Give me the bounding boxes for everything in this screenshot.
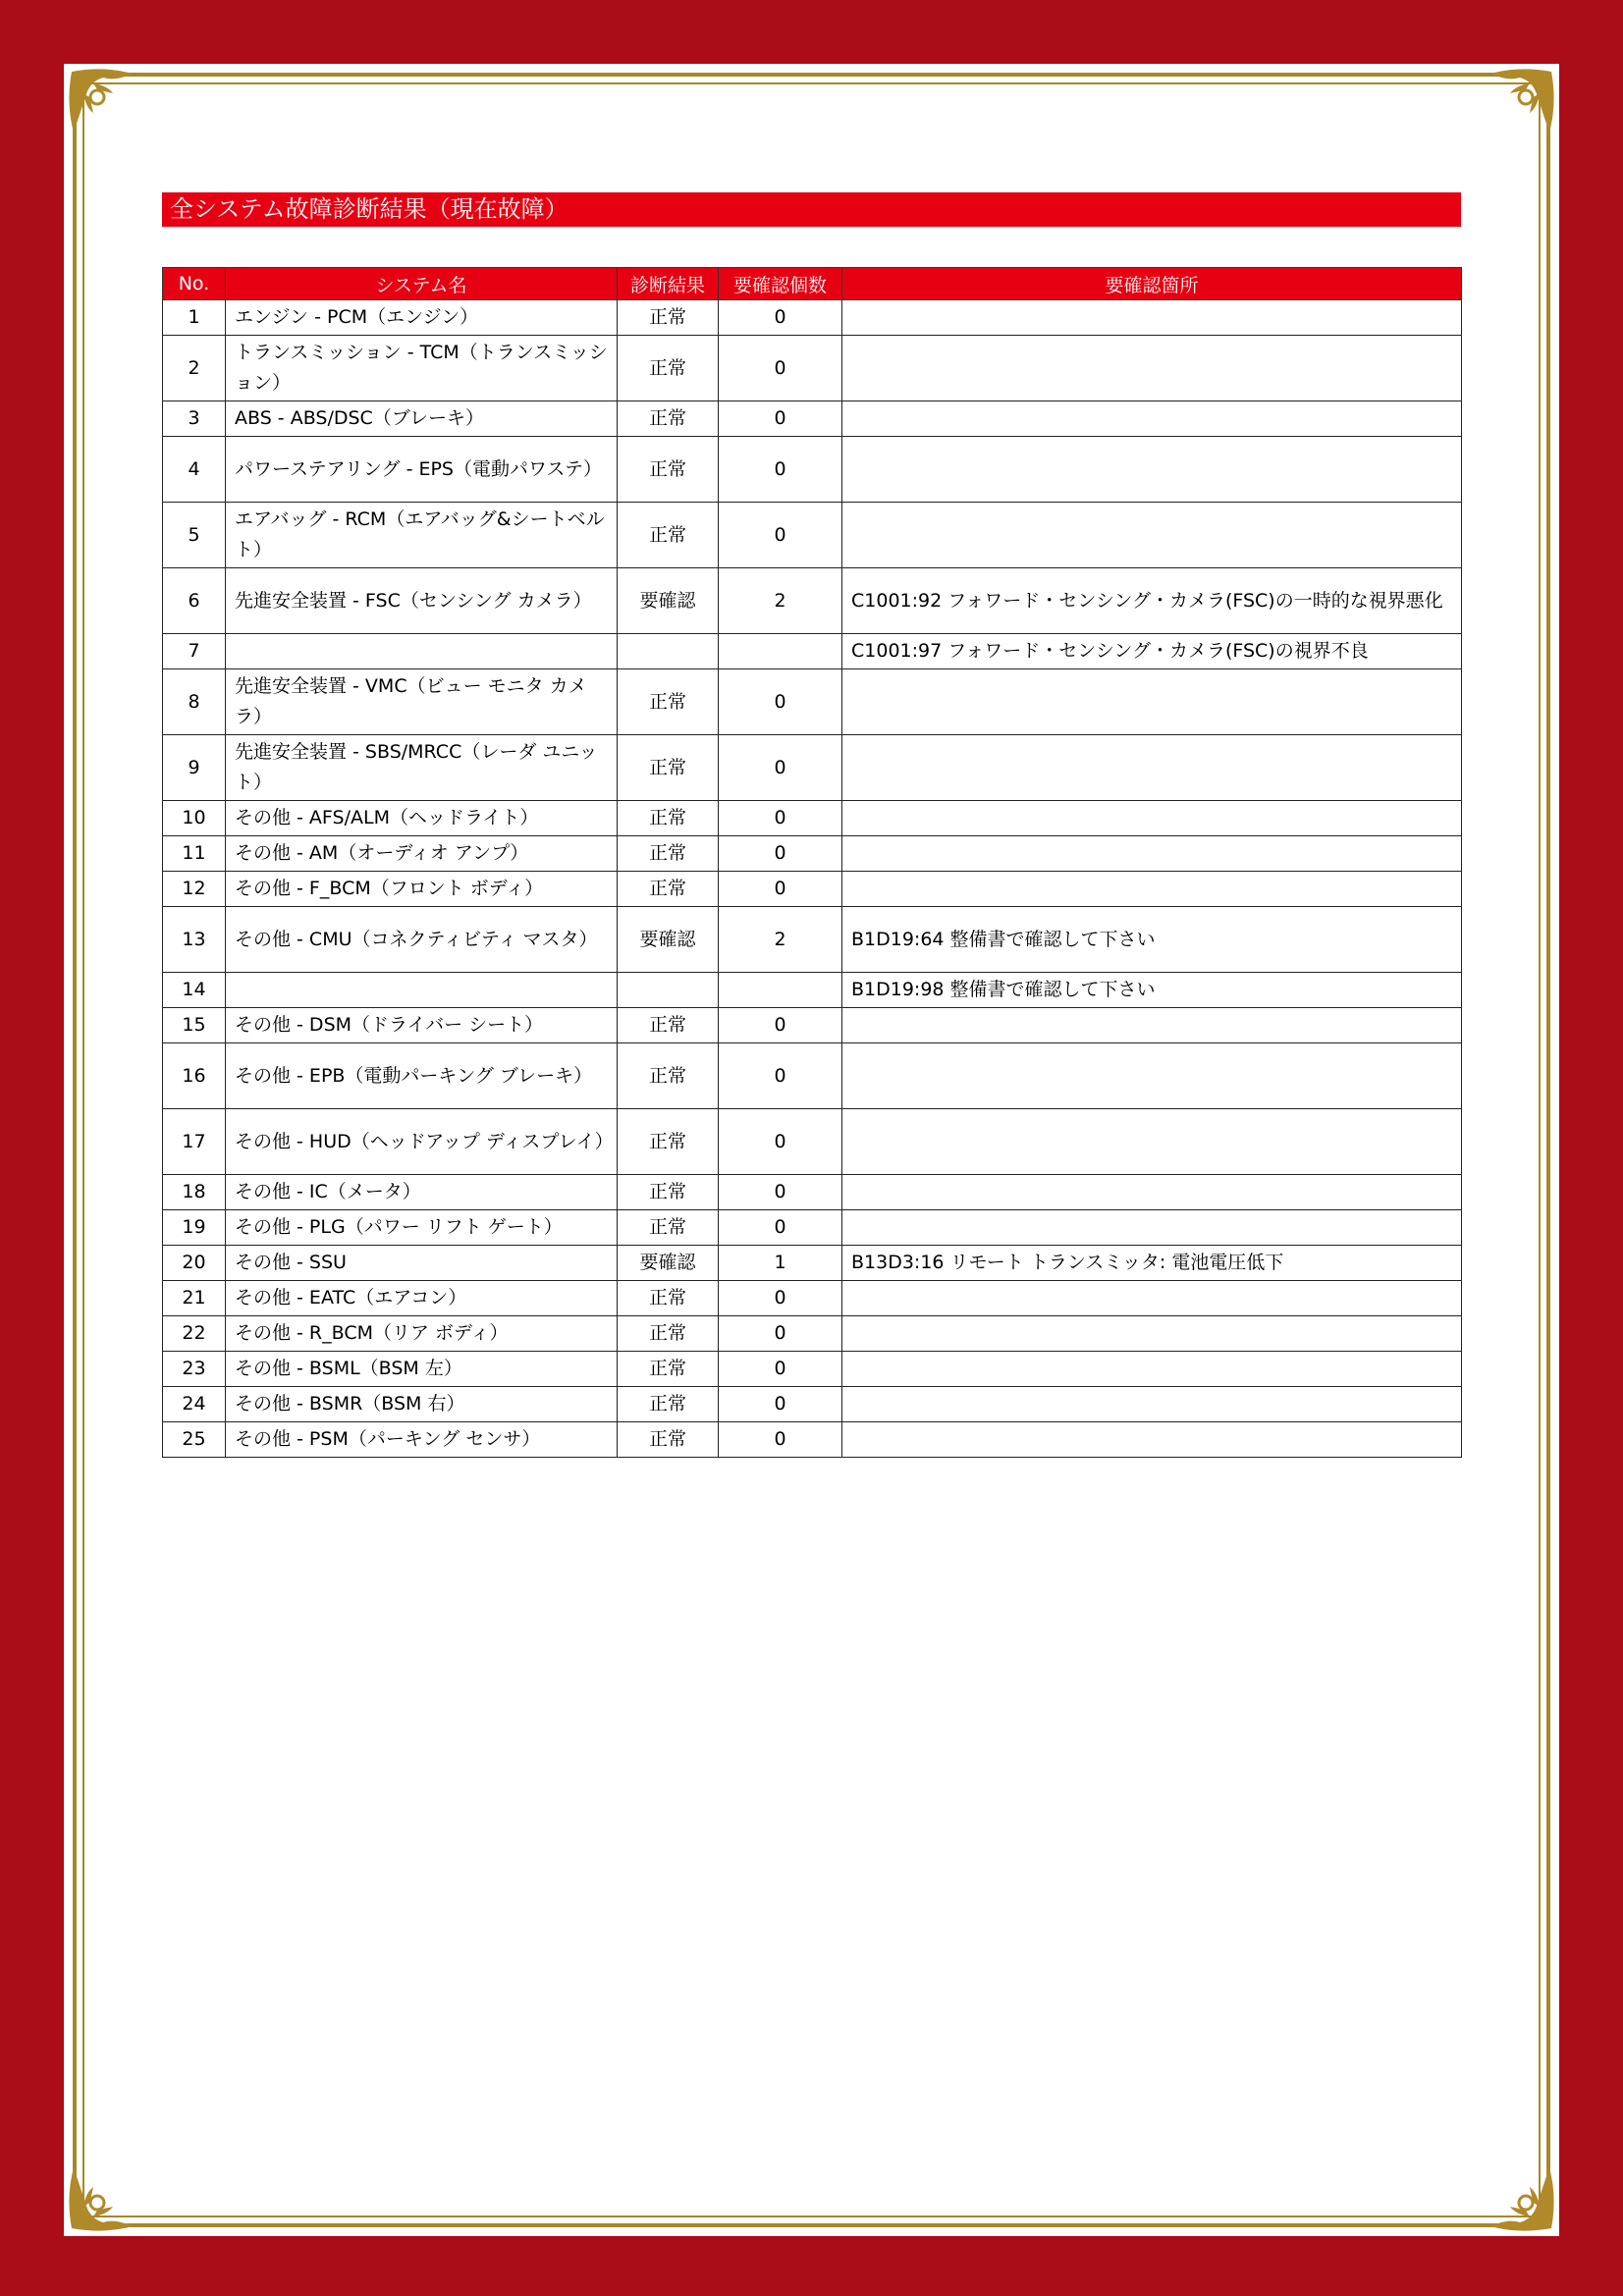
row-no: 8 (163, 669, 226, 735)
row-system: 先進安全装置 - SBS/MRCC（レーダ ユニット） (226, 735, 618, 801)
row-no: 9 (163, 735, 226, 801)
row-count: 0 (719, 437, 842, 503)
row-system: その他 - PLG（パワー リフト ゲート） (226, 1210, 618, 1246)
row-system: その他 - CMU（コネクティビティ マスタ） (226, 907, 618, 973)
row-system (226, 634, 618, 669)
header-count: 要確認個数 (719, 268, 842, 300)
row-result: 要確認 (618, 1246, 719, 1281)
row-count: 0 (719, 1387, 842, 1422)
row-detail (842, 1352, 1462, 1387)
diagnosis-table (162, 267, 1462, 1458)
row-no: 12 (163, 872, 226, 907)
row-result: 要確認 (618, 907, 719, 973)
table-row (163, 300, 1462, 336)
row-no: 25 (163, 1422, 226, 1458)
table-row (163, 1352, 1462, 1387)
row-no: 4 (163, 437, 226, 503)
row-result: 正常 (618, 1210, 719, 1246)
row-count: 0 (719, 1109, 842, 1175)
row-result (618, 634, 719, 669)
row-detail: C1001:97 フォワード・センシング・カメラ(FSC)の視界不良 (842, 634, 1462, 669)
row-system: その他 - PSM（パーキング センサ） (226, 1422, 618, 1458)
table-row (163, 973, 1462, 1008)
row-system: その他 - F_BCM（フロント ボディ） (226, 872, 618, 907)
row-result: 正常 (618, 1422, 719, 1458)
row-result: 正常 (618, 437, 719, 503)
row-no: 15 (163, 1008, 226, 1043)
row-result: 正常 (618, 836, 719, 872)
header-no: No. (163, 268, 226, 300)
row-system: その他 - HUD（ヘッドアップ ディスプレイ） (226, 1109, 618, 1175)
row-no: 11 (163, 836, 226, 872)
table-row (163, 1316, 1462, 1352)
row-detail (842, 437, 1462, 503)
row-no: 18 (163, 1175, 226, 1210)
row-result: 正常 (618, 1387, 719, 1422)
row-detail (842, 300, 1462, 336)
row-no: 6 (163, 568, 226, 634)
row-result: 正常 (618, 1043, 719, 1109)
row-count: 2 (719, 907, 842, 973)
row-detail (842, 1175, 1462, 1210)
ornament-corner-icon (64, 64, 152, 152)
row-no: 17 (163, 1109, 226, 1175)
row-no: 1 (163, 300, 226, 336)
row-result: 正常 (618, 1352, 719, 1387)
row-no: 10 (163, 801, 226, 836)
row-count: 0 (719, 401, 842, 437)
row-count: 0 (719, 801, 842, 836)
row-no: 7 (163, 634, 226, 669)
row-count: 0 (719, 1281, 842, 1316)
row-system: その他 - BSMR（BSM 右） (226, 1387, 618, 1422)
row-system: その他 - EATC（エアコン） (226, 1281, 618, 1316)
row-count: 0 (719, 735, 842, 801)
row-count: 0 (719, 503, 842, 568)
row-detail (842, 1109, 1462, 1175)
row-no: 13 (163, 907, 226, 973)
row-detail (842, 1387, 1462, 1422)
row-count: 0 (719, 836, 842, 872)
row-no: 16 (163, 1043, 226, 1109)
table-row (163, 401, 1462, 437)
row-detail: B1D19:98 整備書で確認して下さい (842, 973, 1462, 1008)
table-row (163, 1008, 1462, 1043)
row-detail (842, 336, 1462, 401)
row-result: 正常 (618, 401, 719, 437)
row-result: 正常 (618, 300, 719, 336)
row-no: 14 (163, 973, 226, 1008)
row-system: トランスミッション - TCM（トランスミッション） (226, 336, 618, 401)
row-result: 正常 (618, 1316, 719, 1352)
row-no: 5 (163, 503, 226, 568)
row-detail: C1001:92 フォワード・センシング・カメラ(FSC)の一時的な視界悪化 (842, 568, 1462, 634)
row-system (226, 973, 618, 1008)
table-row (163, 1422, 1462, 1458)
table-row (163, 1175, 1462, 1210)
row-detail (842, 836, 1462, 872)
row-count: 0 (719, 336, 842, 401)
table-row (163, 437, 1462, 503)
row-result (618, 973, 719, 1008)
row-detail (842, 1422, 1462, 1458)
row-count: 0 (719, 1352, 842, 1387)
row-detail: B13D3:16 リモート トランスミッタ: 電池電圧低下 (842, 1246, 1462, 1281)
row-system: その他 - SSU (226, 1246, 618, 1281)
table-row (163, 1281, 1462, 1316)
row-detail (842, 1043, 1462, 1109)
row-detail (842, 1281, 1462, 1316)
row-count: 1 (719, 1246, 842, 1281)
row-system: ABS - ABS/DSC（ブレーキ） (226, 401, 618, 437)
row-count: 0 (719, 1422, 842, 1458)
row-count: 2 (719, 568, 842, 634)
page-title: 全システム故障診断結果（現在故障） (162, 192, 1461, 227)
row-result: 正常 (618, 735, 719, 801)
row-count: 0 (719, 1316, 842, 1352)
ornament-corner-icon (1471, 2148, 1559, 2236)
row-detail (842, 1316, 1462, 1352)
row-count: 0 (719, 1008, 842, 1043)
header-system: システム名 (226, 268, 618, 300)
table-row (163, 336, 1462, 401)
row-detail (842, 1008, 1462, 1043)
row-no: 19 (163, 1210, 226, 1246)
table-row (163, 669, 1462, 735)
row-result: 正常 (618, 669, 719, 735)
row-count (719, 973, 842, 1008)
row-no: 2 (163, 336, 226, 401)
row-count: 0 (719, 669, 842, 735)
row-detail: B1D19:64 整備書で確認して下さい (842, 907, 1462, 973)
table-row (163, 1109, 1462, 1175)
table-row (163, 1387, 1462, 1422)
row-detail (842, 801, 1462, 836)
row-count: 0 (719, 300, 842, 336)
row-no: 23 (163, 1352, 226, 1387)
table-row (163, 634, 1462, 669)
row-no: 21 (163, 1281, 226, 1316)
row-detail (842, 735, 1462, 801)
row-detail (842, 1210, 1462, 1246)
row-result: 正常 (618, 1008, 719, 1043)
table-row (163, 872, 1462, 907)
row-result: 正常 (618, 1109, 719, 1175)
row-no: 24 (163, 1387, 226, 1422)
header-result: 診断結果 (618, 268, 719, 300)
row-system: 先進安全装置 - VMC（ビュー モニタ カメラ） (226, 669, 618, 735)
row-no: 3 (163, 401, 226, 437)
row-system: その他 - AFS/ALM（ヘッドライト） (226, 801, 618, 836)
row-system: エアバッグ - RCM（エアバッグ&シートベルト） (226, 503, 618, 568)
ornament-corner-icon (64, 2148, 152, 2236)
table-row (163, 1246, 1462, 1281)
row-result: 正常 (618, 1281, 719, 1316)
row-result: 正常 (618, 872, 719, 907)
row-detail (842, 503, 1462, 568)
row-count: 0 (719, 1043, 842, 1109)
row-system: その他 - BSML（BSM 左） (226, 1352, 618, 1387)
row-result: 正常 (618, 801, 719, 836)
row-system: その他 - DSM（ドライバー シート） (226, 1008, 618, 1043)
row-system: 先進安全装置 - FSC（センシング カメラ） (226, 568, 618, 634)
row-system: その他 - IC（メータ） (226, 1175, 618, 1210)
ornament-corner-icon (1471, 64, 1559, 152)
table-body (163, 300, 1462, 1458)
row-system: パワーステアリング - EPS（電動パワステ） (226, 437, 618, 503)
row-result: 正常 (618, 1175, 719, 1210)
row-count: 0 (719, 1210, 842, 1246)
row-count (719, 634, 842, 669)
row-system: その他 - EPB（電動パーキング ブレーキ） (226, 1043, 618, 1109)
row-system: その他 - R_BCM（リア ボディ） (226, 1316, 618, 1352)
row-result: 正常 (618, 503, 719, 568)
table-row (163, 801, 1462, 836)
header-detail: 要確認箇所 (842, 268, 1462, 300)
table-row (163, 1043, 1462, 1109)
row-count: 0 (719, 1175, 842, 1210)
row-system: その他 - AM（オーディオ アンプ） (226, 836, 618, 872)
report-sheet (64, 64, 1559, 2236)
row-result: 正常 (618, 336, 719, 401)
table-row (163, 907, 1462, 973)
table-header (163, 268, 1462, 300)
row-no: 22 (163, 1316, 226, 1352)
row-count: 0 (719, 872, 842, 907)
row-detail (842, 872, 1462, 907)
row-detail (842, 669, 1462, 735)
table-row (163, 836, 1462, 872)
row-detail (842, 401, 1462, 437)
table-row (163, 1210, 1462, 1246)
table-row (163, 735, 1462, 801)
row-no: 20 (163, 1246, 226, 1281)
table-row (163, 568, 1462, 634)
row-system: エンジン - PCM（エンジン） (226, 300, 618, 336)
table-row (163, 503, 1462, 568)
row-result: 要確認 (618, 568, 719, 634)
